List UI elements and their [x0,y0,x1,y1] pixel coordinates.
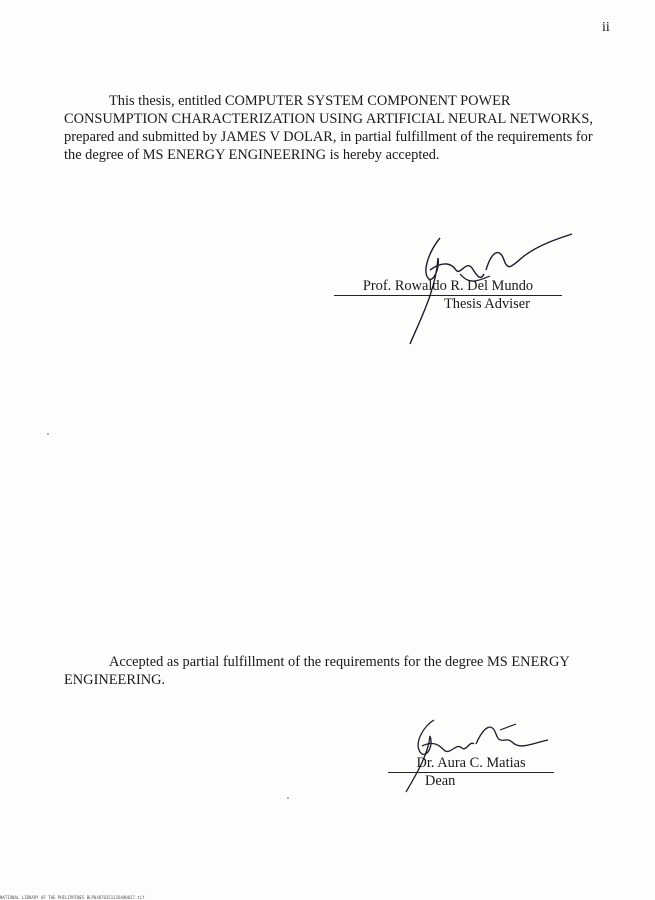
dean-role: Dean [425,773,456,789]
approval-paragraph [64,92,609,164]
dean-name: Dr. Aura C. Matias [388,754,554,773]
approval-text: This thesis, entitled COMPUTER SYSTEM COMPONENT POWER CONSUMPTION CHARACTERIZATION USING ARTIFICIAL NEURAL NETWORKS, prepared and submitted by JAMES V DOLAR, in partial fulfillment of the requirements for the degree of MS ENERGY ENGINEERING is hereby accepted. [64,93,593,163]
adviser-name: Prof. Rowaldo R. Del Mundo [334,277,562,296]
library-scan-stamp: NATIONAL LIBRARY OF THE PHILIPPINES BLP04070351116480027.tif [0,895,145,900]
scan-speck [47,433,49,435]
adviser-role: Thesis Adviser [444,296,530,312]
acceptance-text: Accepted as partial fulfillment of the requirements for the degree MS ENERGY ENGINEERING. [64,654,570,688]
acceptance-paragraph [64,653,609,689]
scan-speck [287,797,289,799]
page-number: ii [602,20,610,35]
